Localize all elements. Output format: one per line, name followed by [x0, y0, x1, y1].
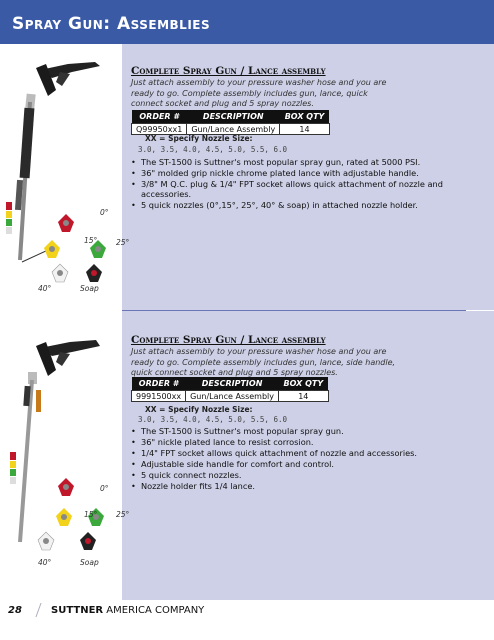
spray-gun-image-1: [0, 50, 122, 300]
company-name-bold: SUTTNER: [51, 605, 104, 616]
section-1-nozzle-sizes: 3.0, 3.5, 4.0, 4.5, 5.0, 5.5, 6.0: [138, 145, 288, 154]
order-number: Q99950xx1: [132, 124, 187, 135]
nozzle-40-label: 40°: [38, 558, 52, 567]
table-header-box-qty: BOX QTY: [280, 110, 330, 124]
section-2-title: Complete Spray Gun / Lance assembly: [131, 334, 326, 346]
nozzle-40-label: 40°: [38, 284, 52, 293]
table-header-description: DESCRIPTION: [186, 377, 279, 391]
section-1-nozzle-size-label: XX = Specify Nozzle Size:: [145, 134, 253, 143]
nozzle-25-label: 25°: [116, 238, 130, 247]
section-1-features: [131, 157, 471, 211]
table-header-box-qty: BOX QTY: [279, 377, 329, 391]
spray-gun-icon: [28, 340, 100, 384]
list-item: • 3/8" M Q.C. plug & 1/4" FPT socket allows quick attachment of nozzle and accessories.: [131, 179, 471, 200]
page-number: 28: [8, 605, 22, 616]
page-header: [0, 0, 494, 44]
nozzle-soap-label: Soap: [80, 284, 99, 293]
nozzle-soap-icon: [80, 532, 96, 550]
list-item: • Nozzle holder fits 1/4 lance.: [131, 481, 471, 491]
list-item: • The ST-1500 is Suttner's most popular spray gun, rated at 5000 PSI.: [131, 157, 471, 167]
nozzle-holder-icon: [6, 202, 12, 234]
page-title: Spray Gun: Assemblies: [12, 14, 211, 34]
nozzle-15-label: 15°: [84, 510, 98, 519]
nozzle-holder-icon: [10, 452, 16, 484]
nozzle-0-label: 0°: [100, 484, 109, 493]
section-2-features: [131, 426, 471, 491]
order-box-qty: 14: [279, 391, 329, 402]
list-item: • 36" molded grip nickle chrome plated lance with adjustable handle.: [131, 168, 471, 178]
nozzle-40-icon: [38, 532, 54, 550]
nozzle-0-label: 0°: [100, 208, 109, 217]
spray-gun-icon: [25, 62, 100, 108]
list-item: • 1/4" FPT socket allows quick attachment of nozzle and accessories.: [131, 448, 471, 458]
order-description: Gun/Lance Assembly: [186, 391, 279, 402]
table-row: [132, 391, 329, 402]
spray-gun-image-2: [0, 330, 122, 580]
nozzle-15-icon: [56, 508, 72, 526]
order-box-qty: 14: [280, 124, 330, 135]
company-name-rest: AMERICA COMPANY: [103, 605, 205, 616]
nozzle-soap-icon: [86, 264, 102, 282]
list-item: • Adjustable side handle for comfort and control.: [131, 459, 471, 469]
section-2-nozzle-sizes: 3.0, 3.5, 4.0, 4.5, 5.0, 5.5, 6.0: [138, 415, 288, 424]
table-header-description: DESCRIPTION: [187, 110, 280, 124]
table-header-order: ORDER #: [132, 377, 186, 391]
section-1-intro: Just attach assembly to your pressure washer hose and you are ready to go. Complete assembly includes gun, lance, quick connect socket and plug and 5 spray nozzles.: [131, 78, 387, 108]
section-2-nozzle-size-label: XX = Specify Nozzle Size:: [145, 405, 253, 414]
section-2-intro: Just attach assembly to your pressure washer hose and you are ready to go. Complete assembly includes gun, lance, side handle, quick connect socket and plug and 5 spray nozzles.: [131, 347, 396, 377]
list-item: • The ST-1500 is Suttner's most popular spray gun.: [131, 426, 471, 436]
list-item: • 5 quick connect nozzles.: [131, 470, 471, 480]
section-1-order-table: [131, 110, 330, 135]
order-description: Gun/Lance Assembly: [187, 124, 280, 135]
section-2-order-table: [131, 377, 329, 402]
lance-icon: [15, 102, 48, 262]
list-item: • 36" nickle plated lance to resist corrosion.: [131, 437, 471, 447]
nozzle-25-label: 25°: [116, 510, 130, 519]
list-item: • 5 quick nozzles (0°,15°, 25°, 40° & soap) in attached nozzle holder.: [131, 200, 471, 210]
company-name: [51, 605, 204, 616]
table-header-order: ORDER #: [132, 110, 187, 124]
nozzle-0-icon: [58, 478, 74, 496]
lance-icon: [20, 380, 41, 542]
order-number: 9991500xx: [132, 391, 186, 402]
nozzle-soap-label: Soap: [80, 558, 99, 567]
table-row: [132, 124, 330, 135]
nozzle-40-icon: [52, 264, 68, 282]
section-1-title: Complete Spray Gun / Lance assembly: [131, 65, 326, 77]
nozzle-0-icon: [58, 214, 74, 232]
nozzle-15-label: 15°: [84, 236, 98, 245]
nozzle-15-icon: [44, 240, 60, 258]
